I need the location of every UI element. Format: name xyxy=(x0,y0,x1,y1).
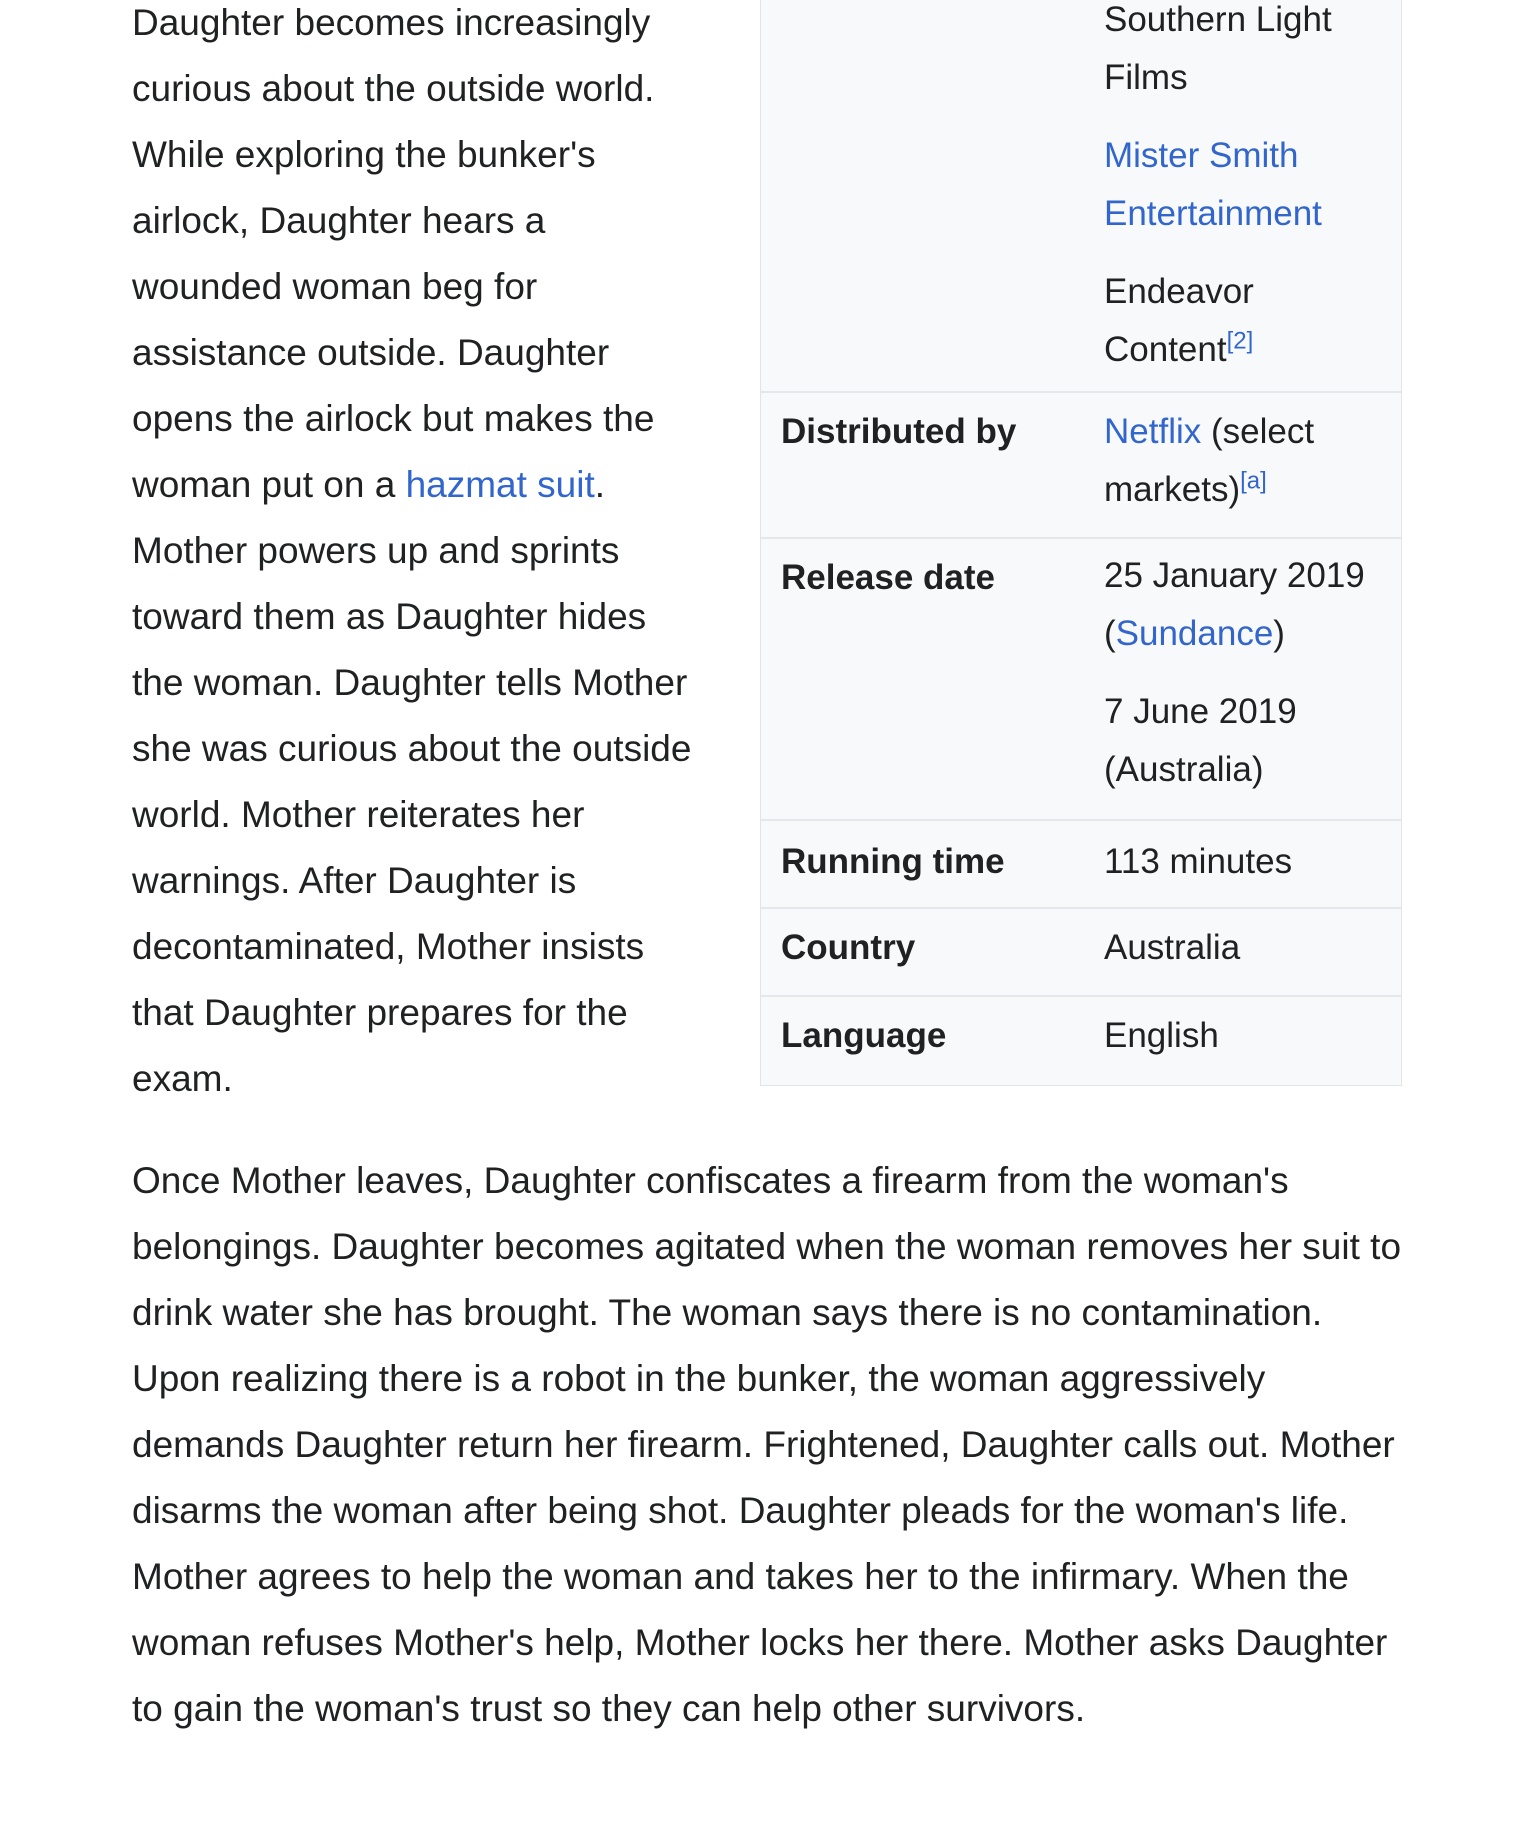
close-paren: ) xyxy=(1273,614,1285,653)
running-time-value: 113 minutes xyxy=(1104,842,1293,881)
production-company-3-text: Endeavor Content xyxy=(1104,272,1254,369)
language-value: English xyxy=(1104,1016,1219,1055)
release-date-1-date: 25 January 2019 xyxy=(1104,556,1365,595)
distributed-by-note: (select markets) xyxy=(1104,412,1315,509)
running-time-label: Running time xyxy=(781,842,1005,881)
release-date-value xyxy=(1104,547,1389,799)
country-value: Australia xyxy=(1104,928,1241,967)
plot-text-1a: Daughter becomes increasingly curious about the outside world. While exploring the bunker's airlock, Daughter hears a wounded woman beg for assistance outside. Daughter opens the airlock but makes the woman put on a xyxy=(132,2,655,505)
release-date-1 xyxy=(1104,547,1389,663)
plot-paragraph-1 xyxy=(132,0,702,1112)
infobox-row-release-date xyxy=(761,537,1401,819)
production-companies-value xyxy=(1104,0,1389,379)
infobox-row-running-time xyxy=(761,819,1401,907)
country-label: Country xyxy=(781,928,916,967)
hazmat-suit-link[interactable]: hazmat suit xyxy=(405,464,595,505)
plot-text-1b: . Mother powers up and sprints toward them as Daughter hides the woman. Daughter tells Mother she was curious about the outside world. Mother reiterates her warnings. After Daughter is decontaminated, Mother insists that Daughter prepares for the exam. xyxy=(132,464,692,1099)
infobox-row-country xyxy=(761,907,1401,995)
infobox-row-production-companies xyxy=(761,0,1401,391)
plot-paragraph-2: Once Mother leaves, Daughter confiscates a firearm from the woman's belongings. Daughter becomes agitated when the woman removes her suit to drink water she has brought. The woman says there is no contamination. Upon realizing there is a robot in the bunker, the woman aggressively demands Daughter return her firearm. Frightened, Daughter calls out. Mother disarms the woman after being shot. Daughter pleads for the woman's life. Mother agrees to help the woman and takes her to the infirmary. When the woman refuses Mother's help, Mother locks her there. Mother asks Daughter to gain the woman's trust so they can help other survivors. xyxy=(132,1160,1402,1729)
release-date-2: 7 June 2019 (Australia) xyxy=(1104,692,1297,789)
open-paren: ( xyxy=(1104,614,1116,653)
production-company-1: Southern Light Films xyxy=(1104,0,1332,97)
film-infobox xyxy=(760,0,1402,1086)
note-a-link[interactable]: [a] xyxy=(1240,467,1267,495)
infobox-row-language xyxy=(761,995,1401,1085)
infobox-row-distributed-by xyxy=(761,391,1401,537)
reference-2-link[interactable]: [2] xyxy=(1226,327,1254,355)
production-company-2 xyxy=(1104,127,1389,243)
language-label: Language xyxy=(781,1016,947,1055)
netflix-link[interactable]: Netflix xyxy=(1104,412,1202,451)
production-company-3 xyxy=(1104,263,1389,379)
mister-smith-entertainment-link[interactable]: Mister Smith Entertainment xyxy=(1104,136,1322,233)
release-date-label: Release date xyxy=(781,558,996,597)
distributed-by-value xyxy=(1104,403,1389,519)
sundance-link[interactable]: Sundance xyxy=(1115,614,1274,653)
distributed-by-label: Distributed by xyxy=(781,412,1017,451)
